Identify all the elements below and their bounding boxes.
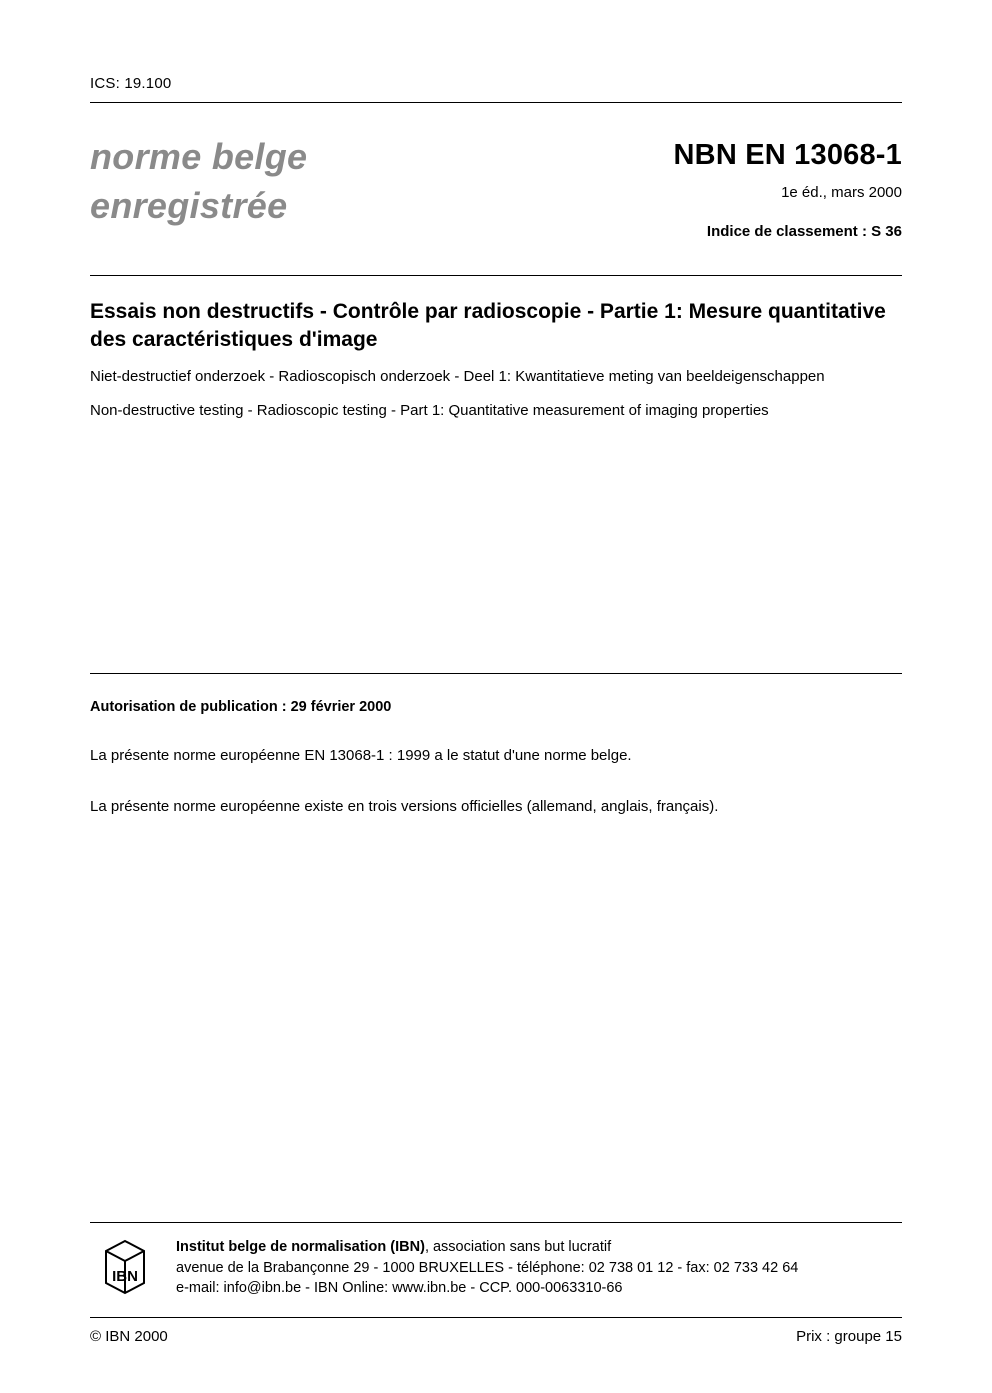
ibn-logo-icon xyxy=(98,1239,152,1295)
price-group: Prix : groupe 15 xyxy=(796,1327,902,1345)
footer-body xyxy=(90,1237,902,1299)
divider-authorization xyxy=(90,673,902,674)
paragraph-status: La présente norme européenne EN 13068-1 : 1999 a le statut d'une norme belge. xyxy=(90,746,632,764)
brand-line-2: enregistrée xyxy=(90,184,288,226)
blank-space xyxy=(90,421,902,673)
footer-address: avenue de la Brabançonne 29 - 1000 BRUXELLES - téléphone: 02 738 01 12 - fax: 02 733 42 64 xyxy=(176,1259,799,1276)
footer-text-block xyxy=(176,1237,798,1299)
title-french: Essais non destructifs - Contrôle par radioscopie - Partie 1: Mesure quantitative des caractéristiques d'image xyxy=(90,300,886,351)
paragraph-versions: La présente norme européenne existe en trois versions officielles (allemand, anglais, français). xyxy=(90,797,719,815)
footer-bottom xyxy=(90,1328,902,1345)
standard-number: NBN EN 13068-1 xyxy=(673,139,902,171)
footer-contact: e-mail: info@ibn.be - IBN Online: www.ibn.be - CCP. 000-0063310-66 xyxy=(176,1280,623,1297)
footer-organization-suffix: , association sans but lucratif xyxy=(424,1239,612,1255)
header-block xyxy=(90,133,902,253)
title-dutch: Niet-destructief onderzoek - Radioscopisch onderzoek - Deel 1: Kwantitatieve meting van beeldeigenschappen xyxy=(90,368,825,386)
brand-line-1: norme belge xyxy=(90,136,308,177)
document-content xyxy=(90,0,902,817)
divider-top xyxy=(90,102,902,103)
divider-footer-bottom xyxy=(90,1317,902,1318)
footer-organization: Institut belge de normalisation (IBN) xyxy=(176,1239,425,1255)
ics-code: ICS: 19.100 xyxy=(90,75,172,92)
page-footer xyxy=(90,1222,902,1345)
authorization-line: Autorisation de publication : 29 février 2000 xyxy=(90,698,392,715)
divider-title xyxy=(90,275,902,276)
standard-identification xyxy=(674,133,902,240)
standard-classification: Indice de classement : S 36 xyxy=(706,223,902,240)
title-english: Non-destructive testing - Radioscopic testing - Part 1: Quantitative measurement of imaging properties xyxy=(90,401,769,419)
brand-title xyxy=(90,133,307,230)
svg-text:IBN: IBN xyxy=(112,1268,138,1285)
standard-edition: 1e éd., mars 2000 xyxy=(781,184,902,201)
footer-organization-line xyxy=(176,1237,798,1258)
divider-footer xyxy=(90,1222,902,1223)
copyright: © IBN 2000 xyxy=(90,1327,168,1345)
